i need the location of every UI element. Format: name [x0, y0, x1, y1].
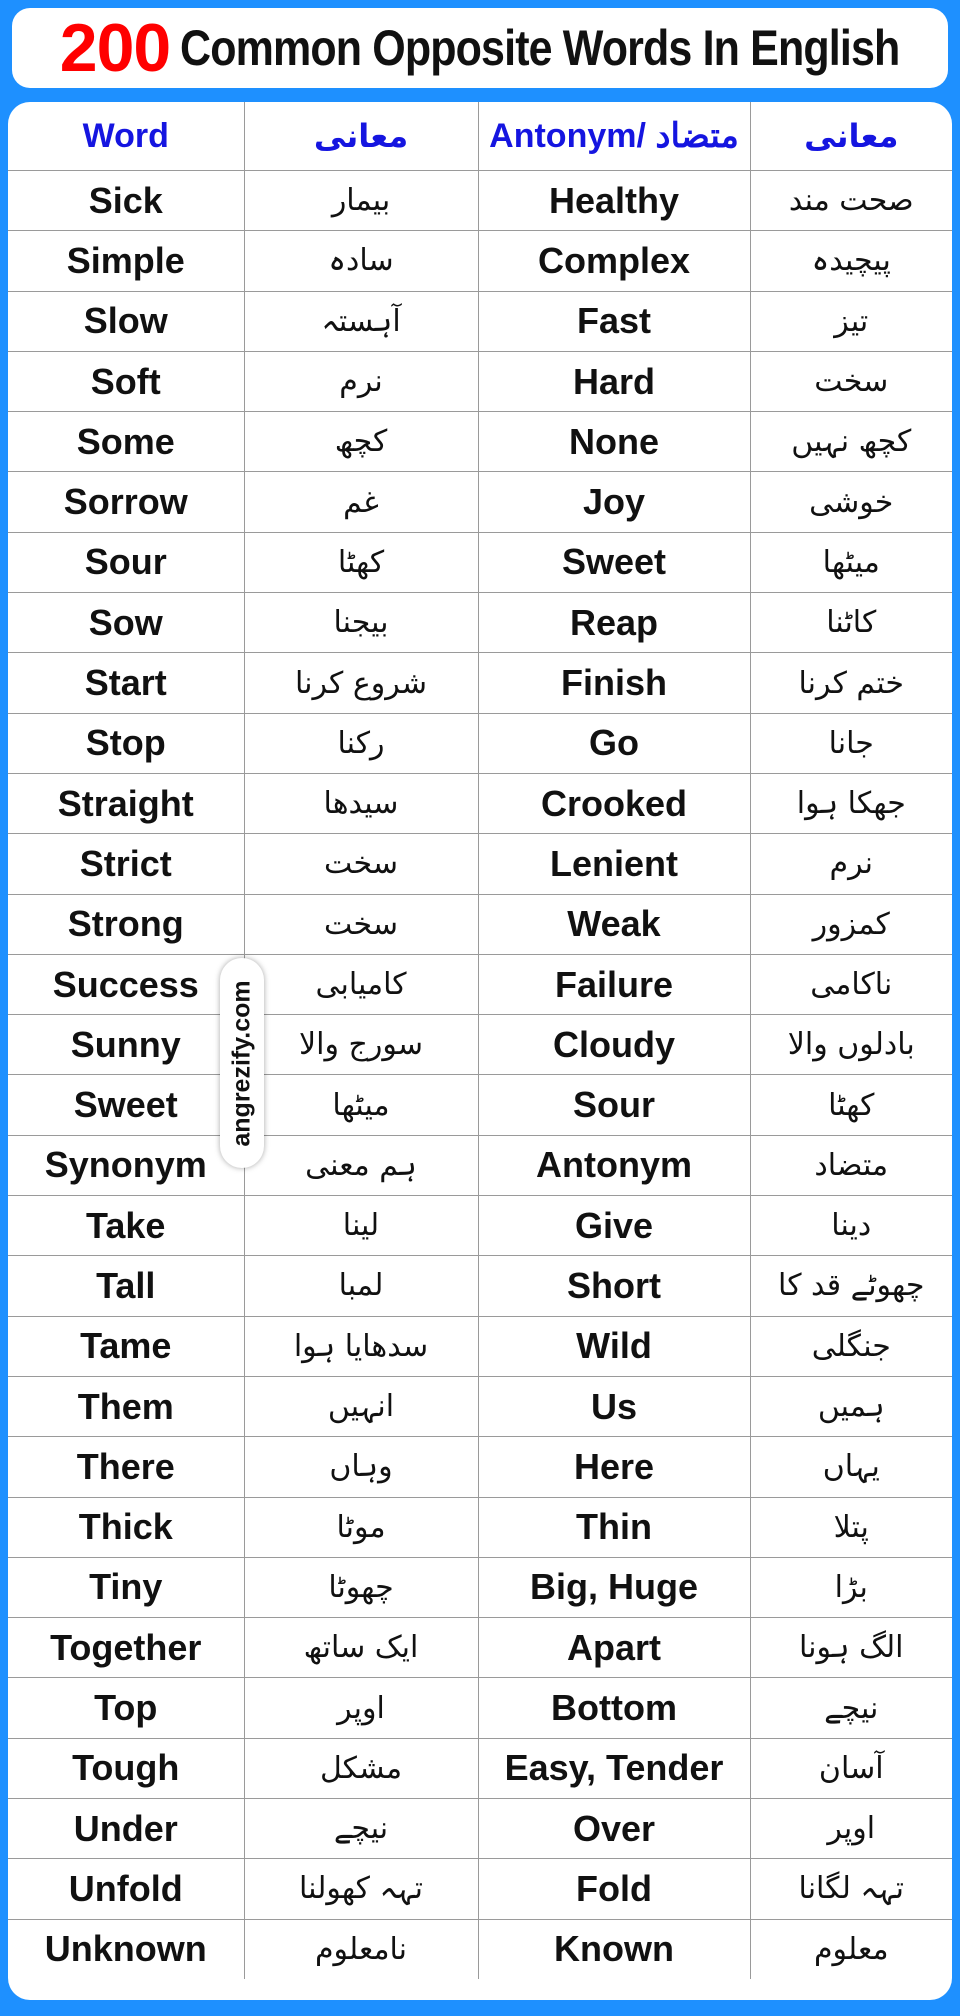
- table-row: [8, 1618, 952, 1678]
- word-meaning-cell: اوپر: [244, 1678, 478, 1738]
- table-row: [8, 1316, 952, 1376]
- table-row: [8, 1135, 952, 1195]
- word-meaning-cell: شروع کرنا: [244, 653, 478, 713]
- antonym-meaning-cell: چھوٹے قد کا: [750, 1256, 952, 1316]
- table-row: [8, 1437, 952, 1497]
- word-cell: Together: [8, 1618, 244, 1678]
- antonym-meaning-cell: تہہ لگانا: [750, 1859, 952, 1919]
- antonym-meaning-cell: بادلوں والا: [750, 1015, 952, 1075]
- word-cell: Tall: [8, 1256, 244, 1316]
- antonym-meaning-cell: جانا: [750, 713, 952, 773]
- antonym-meaning-cell: ناکامی: [750, 954, 952, 1014]
- word-cell: Strict: [8, 834, 244, 894]
- word-meaning-cell: ہم معنی: [244, 1135, 478, 1195]
- word-cell: Start: [8, 653, 244, 713]
- antonym-cell: Fold: [478, 1859, 750, 1919]
- table-row: [8, 1376, 952, 1436]
- word-meaning-cell: ایک ساتھ: [244, 1618, 478, 1678]
- antonym-cell: Big, Huge: [478, 1557, 750, 1617]
- antonym-cell: Apart: [478, 1618, 750, 1678]
- word-cell: Soft: [8, 351, 244, 411]
- antonym-meaning-cell: صحت مند: [750, 171, 952, 231]
- header-antonym: Antonym/ متضاد: [478, 102, 750, 171]
- word-meaning-cell: مشکل: [244, 1738, 478, 1798]
- table-row: [8, 412, 952, 472]
- table-row: [8, 713, 952, 773]
- table-row: [8, 773, 952, 833]
- word-cell: Them: [8, 1376, 244, 1436]
- word-meaning-cell: کامیابی: [244, 954, 478, 1014]
- header-meaning: معانی: [244, 102, 478, 171]
- antonym-cell: Hard: [478, 351, 750, 411]
- antonym-meaning-cell: میٹھا: [750, 532, 952, 592]
- table-row: [8, 1497, 952, 1557]
- antonym-meaning-cell: پتلا: [750, 1497, 952, 1557]
- table-header-row: [8, 102, 952, 171]
- antonym-cell: Give: [478, 1196, 750, 1256]
- antonym-meaning-cell: پیچیدہ: [750, 231, 952, 291]
- word-cell: Simple: [8, 231, 244, 291]
- word-meaning-cell: میٹھا: [244, 1075, 478, 1135]
- page-title: Common Opposite Words In English: [180, 20, 900, 76]
- word-cell: Sweet: [8, 1075, 244, 1135]
- antonym-meaning-cell: کاٹنا: [750, 593, 952, 653]
- word-cell: Strong: [8, 894, 244, 954]
- word-meaning-cell: سیدھا: [244, 773, 478, 833]
- table-row: [8, 894, 952, 954]
- antonym-meaning-cell: تیز: [750, 291, 952, 351]
- word-cell: Sick: [8, 171, 244, 231]
- antonym-meaning-cell: یہاں: [750, 1437, 952, 1497]
- table-row: [8, 1738, 952, 1798]
- antonym-meaning-cell: بڑا: [750, 1557, 952, 1617]
- antonym-meaning-cell: کچھ نہیں: [750, 412, 952, 472]
- word-cell: Sour: [8, 532, 244, 592]
- word-meaning-cell: تہہ کھولنا: [244, 1859, 478, 1919]
- antonym-cell: Failure: [478, 954, 750, 1014]
- table-row: [8, 532, 952, 592]
- table-row: [8, 653, 952, 713]
- antonym-cell: Us: [478, 1376, 750, 1436]
- header-word: Word: [82, 116, 169, 155]
- antonym-meaning-cell: کھٹا: [750, 1075, 952, 1135]
- table-row: [8, 1196, 952, 1256]
- word-cell: Slow: [8, 291, 244, 351]
- table-row: [8, 1256, 952, 1316]
- table-row: [8, 954, 952, 1014]
- antonym-meaning-cell: معلوم: [750, 1919, 952, 1979]
- antonym-cell: Over: [478, 1799, 750, 1859]
- word-meaning-cell: سادہ: [244, 231, 478, 291]
- antonym-meaning-cell: دینا: [750, 1196, 952, 1256]
- antonym-meaning-cell: متضاد: [750, 1135, 952, 1195]
- word-meaning-cell: نامعلوم: [244, 1919, 478, 1979]
- word-meaning-cell: نرم: [244, 351, 478, 411]
- antonym-cell: Antonym: [478, 1135, 750, 1195]
- table-row: [8, 472, 952, 532]
- antonym-cell: Joy: [478, 472, 750, 532]
- table-row: [8, 351, 952, 411]
- word-cell: Sorrow: [8, 472, 244, 532]
- antonym-meaning-cell: خوشی: [750, 472, 952, 532]
- antonym-cell: Cloudy: [478, 1015, 750, 1075]
- antonym-cell: Fast: [478, 291, 750, 351]
- word-cell: Tiny: [8, 1557, 244, 1617]
- table-row: [8, 593, 952, 653]
- word-cell: Thick: [8, 1497, 244, 1557]
- table-row: [8, 1859, 952, 1919]
- antonym-meaning-cell: جنگلی: [750, 1316, 952, 1376]
- word-cell: Take: [8, 1196, 244, 1256]
- antonym-meaning-cell: جھکا ہوا: [750, 773, 952, 833]
- antonym-cell: Crooked: [478, 773, 750, 833]
- antonym-meaning-cell: ختم کرنا: [750, 653, 952, 713]
- word-meaning-cell: سخت: [244, 894, 478, 954]
- word-meaning-cell: سدھایا ہوا: [244, 1316, 478, 1376]
- antonym-meaning-cell: کمزور: [750, 894, 952, 954]
- word-cell: Sow: [8, 593, 244, 653]
- word-meaning-cell: انہیں: [244, 1376, 478, 1436]
- antonym-cell: Finish: [478, 653, 750, 713]
- word-cell: Synonym: [8, 1135, 244, 1195]
- word-meaning-cell: سورج والا: [244, 1015, 478, 1075]
- word-meaning-cell: کچھ: [244, 412, 478, 472]
- word-meaning-cell: لینا: [244, 1196, 478, 1256]
- watermark-badge: [220, 958, 264, 1168]
- antonym-cell: Healthy: [478, 171, 750, 231]
- antonym-cell: Sweet: [478, 532, 750, 592]
- antonym-cell: Sour: [478, 1075, 750, 1135]
- title-number: 200: [59, 10, 171, 86]
- antonym-meaning-cell: نرم: [750, 834, 952, 894]
- word-meaning-cell: بیجنا: [244, 593, 478, 653]
- word-meaning-cell: وہاں: [244, 1437, 478, 1497]
- word-cell: Stop: [8, 713, 244, 773]
- word-meaning-cell: نیچے: [244, 1799, 478, 1859]
- table-row: [8, 171, 952, 231]
- antonym-meaning-cell: نیچے: [750, 1678, 952, 1738]
- antonym-cell: Weak: [478, 894, 750, 954]
- antonym-meaning-cell: آسان: [750, 1738, 952, 1798]
- word-cell: Success: [8, 954, 244, 1014]
- antonym-cell: None: [478, 412, 750, 472]
- antonym-cell: Here: [478, 1437, 750, 1497]
- antonym-meaning-cell: ہمیں: [750, 1376, 952, 1436]
- word-cell: Tough: [8, 1738, 244, 1798]
- word-cell: Tame: [8, 1316, 244, 1376]
- word-cell: Unknown: [8, 1919, 244, 1979]
- word-meaning-cell: آہستہ: [244, 291, 478, 351]
- header-antonym-meaning: معانی: [750, 102, 952, 171]
- antonym-cell: Go: [478, 713, 750, 773]
- table-row: [8, 1799, 952, 1859]
- vocabulary-table-card: [8, 102, 952, 2000]
- word-meaning-cell: موٹا: [244, 1497, 478, 1557]
- table-row: [8, 1678, 952, 1738]
- table-row: [8, 1557, 952, 1617]
- antonym-cell: Complex: [478, 231, 750, 291]
- opposite-words-table: [8, 102, 952, 1979]
- word-meaning-cell: لمبا: [244, 1256, 478, 1316]
- table-row: [8, 834, 952, 894]
- antonym-meaning-cell: الگ ہونا: [750, 1618, 952, 1678]
- word-cell: Under: [8, 1799, 244, 1859]
- word-cell: Some: [8, 412, 244, 472]
- antonym-cell: Wild: [478, 1316, 750, 1376]
- antonym-cell: Short: [478, 1256, 750, 1316]
- table-row: [8, 1919, 952, 1979]
- word-meaning-cell: غم: [244, 472, 478, 532]
- antonym-meaning-cell: اوپر: [750, 1799, 952, 1859]
- antonym-cell: Known: [478, 1919, 750, 1979]
- word-cell: Top: [8, 1678, 244, 1738]
- watermark-text: angrezify.com: [227, 979, 256, 1147]
- antonym-cell: Lenient: [478, 834, 750, 894]
- title-banner: [12, 8, 948, 88]
- word-meaning-cell: بیمار: [244, 171, 478, 231]
- word-meaning-cell: سخت: [244, 834, 478, 894]
- antonym-cell: Easy, Tender: [478, 1738, 750, 1798]
- antonym-cell: Thin: [478, 1497, 750, 1557]
- word-meaning-cell: کھٹا: [244, 532, 478, 592]
- word-meaning-cell: رکنا: [244, 713, 478, 773]
- word-cell: Unfold: [8, 1859, 244, 1919]
- antonym-cell: Bottom: [478, 1678, 750, 1738]
- word-meaning-cell: چھوٹا: [244, 1557, 478, 1617]
- word-cell: Straight: [8, 773, 244, 833]
- word-cell: Sunny: [8, 1015, 244, 1075]
- antonym-cell: Reap: [478, 593, 750, 653]
- table-row: [8, 231, 952, 291]
- table-row: [8, 1015, 952, 1075]
- antonym-meaning-cell: سخت: [750, 351, 952, 411]
- word-cell: There: [8, 1437, 244, 1497]
- table-row: [8, 291, 952, 351]
- table-row: [8, 1075, 952, 1135]
